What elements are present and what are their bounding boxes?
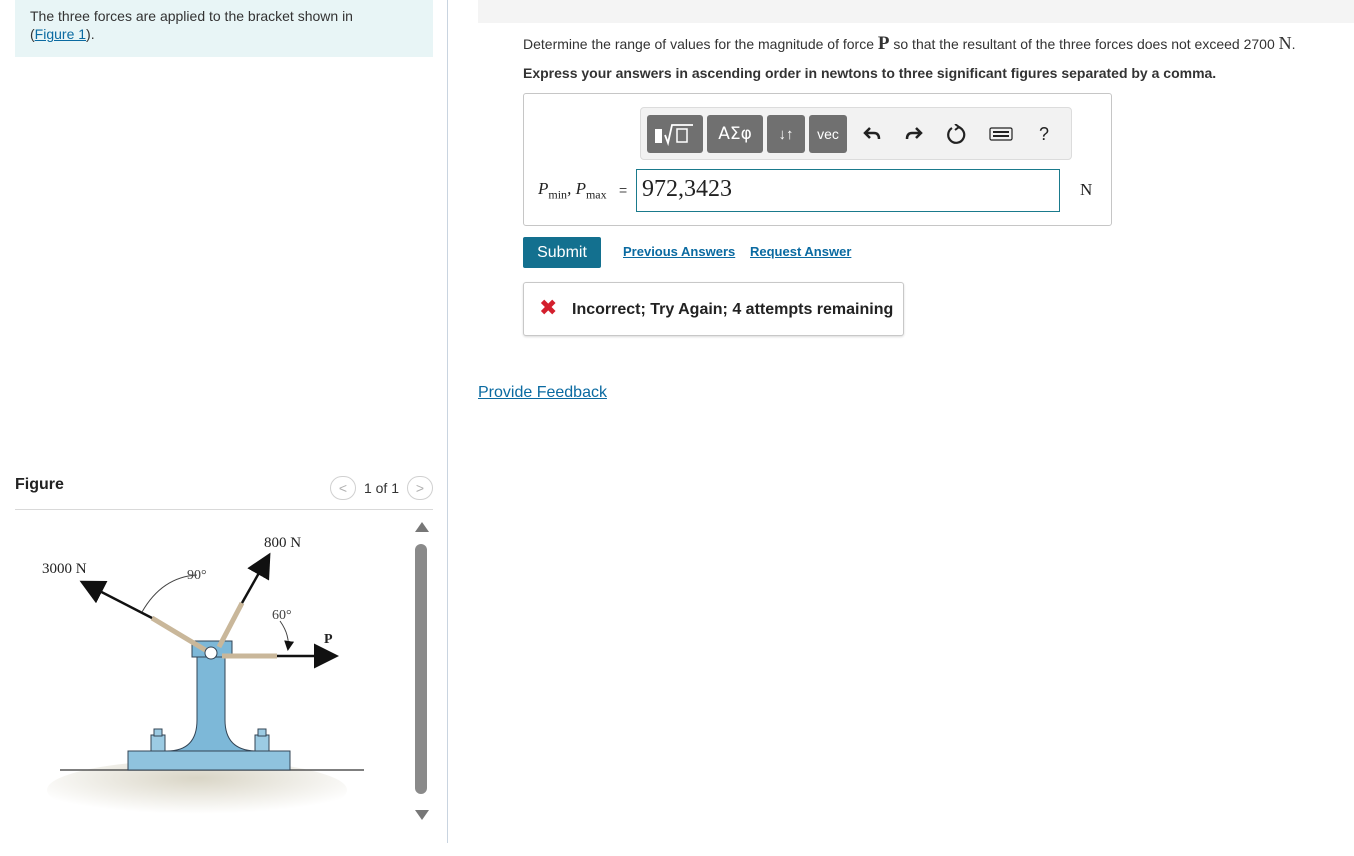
next-figure-button[interactable]: > <box>407 476 433 500</box>
figure-scrollbar[interactable] <box>412 518 432 828</box>
scroll-up-icon[interactable] <box>415 522 429 532</box>
p-min-symbol: P <box>538 179 549 198</box>
force-symbol: P <box>877 33 890 54</box>
question-middle: so that the resultant of the three forces does not exceed 2700 <box>889 36 1279 52</box>
feedback-message: Incorrect; Try Again; 4 attempts remaining <box>572 301 894 318</box>
undo-icon[interactable] <box>857 118 887 150</box>
error-x-icon: ✖ <box>539 295 558 320</box>
bracket-column <box>167 655 257 751</box>
question-suffix: . <box>1291 36 1296 52</box>
intro-link-close: ). <box>86 26 95 42</box>
label-60deg: 60° <box>272 608 292 623</box>
greek-button[interactable]: ΑΣφ <box>707 115 763 153</box>
keyboard-icon[interactable] <box>986 118 1016 150</box>
arc-60 <box>280 621 288 649</box>
submit-button[interactable]: Submit <box>523 237 601 268</box>
p-min-sub: min <box>548 187 568 202</box>
arrow-3000 <box>84 583 152 618</box>
question-text <box>523 33 1296 55</box>
figure-page-count: 1 of 1 <box>363 480 399 496</box>
arrow-800 <box>242 557 268 603</box>
label-800n: 800 N <box>264 535 302 551</box>
answer-label-sep: , <box>567 179 576 198</box>
answer-input[interactable]: 972,3423 <box>636 169 1060 212</box>
help-icon[interactable]: ? <box>1038 123 1049 144</box>
templates-button[interactable] <box>647 115 703 153</box>
feedback-box <box>523 282 904 336</box>
label-90deg: 90° <box>187 568 207 583</box>
base-plate <box>128 751 290 770</box>
p-max-symbol: P <box>575 179 586 198</box>
figure-link[interactable]: Figure 1 <box>34 26 87 42</box>
intro-link-open: ( <box>30 26 35 42</box>
figure-pager <box>330 476 433 500</box>
panel-divider <box>447 0 448 843</box>
bolt-right <box>255 735 269 751</box>
scroll-thumb[interactable] <box>415 544 427 794</box>
pin <box>205 647 217 659</box>
request-answer-link[interactable]: Request Answer <box>750 244 852 259</box>
arrows-button[interactable]: ↓↑ <box>767 115 805 153</box>
scroll-down-icon[interactable] <box>415 810 429 820</box>
unit-symbol: N <box>1278 33 1292 53</box>
figure-header <box>15 472 433 510</box>
math-toolbar <box>640 107 1072 160</box>
bracket-figure <box>22 515 402 825</box>
reset-icon[interactable] <box>941 118 971 150</box>
label-3000n: 3000 N <box>42 561 87 577</box>
problem-intro <box>15 0 433 57</box>
top-bar <box>478 0 1354 23</box>
label-p: P <box>324 632 333 647</box>
provide-feedback-link[interactable]: Provide Feedback <box>478 384 607 401</box>
prev-figure-button[interactable]: < <box>330 476 356 500</box>
equals-sign: = <box>619 182 628 198</box>
rope-800 <box>219 603 242 647</box>
redo-icon[interactable] <box>899 118 929 150</box>
figure-title: Figure <box>15 476 64 493</box>
bolt-right-head <box>258 729 266 736</box>
bolt-left <box>151 735 165 751</box>
instructions: Express your answers in ascending order in newtons to three significant figures separated by a comma. <box>523 65 1217 81</box>
answer-unit: N <box>1080 180 1093 199</box>
p-max-sub: max <box>585 187 607 202</box>
intro-text: The three forces are applied to the bracket shown in <box>30 8 353 24</box>
rope-3000 <box>152 618 207 651</box>
vec-button[interactable]: vec <box>809 115 847 153</box>
answer-box <box>523 93 1112 226</box>
previous-answers-link[interactable]: Previous Answers <box>623 244 736 259</box>
question-prefix: Determine the range of values for the magnitude of force <box>523 36 878 52</box>
bolt-left-head <box>154 729 162 736</box>
answer-label <box>538 179 607 202</box>
templates-icon <box>653 121 697 147</box>
